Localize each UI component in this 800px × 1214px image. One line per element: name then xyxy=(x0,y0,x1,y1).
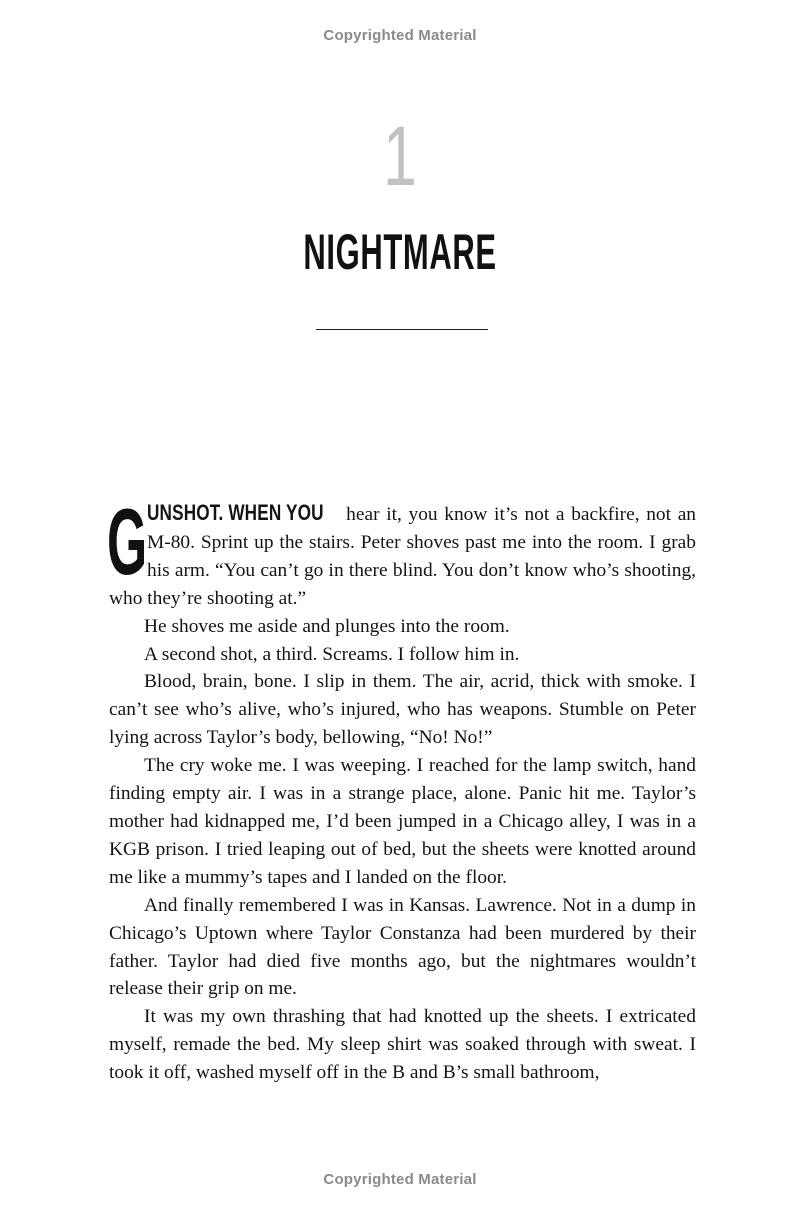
paragraph-7: It was my own thrashing that had knotted up the sheets. I extricated myself, remade the bed. My sleep shirt was soaked through with sweat. I took it off, washed myself off in the B and B’s small bathroom, xyxy=(109,1006,696,1084)
chapter-body xyxy=(107,489,696,1087)
chapter-title: NIGHTMARE xyxy=(303,224,497,280)
paragraph-5: The cry woke me. I was weeping. I reached for the lamp switch, hand finding empty air. I was in a strange place, alone. Panic hit me. Taylor’s mother had kidnapped me, I’d been jumped in a Chicago alley, I was in a KGB prison. I tried leaping out of bed, but the sheets were knotted around me like a mummy’s tapes and I landed on the floor. xyxy=(109,755,696,888)
copyright-watermark-bottom: Copyrighted Material xyxy=(323,1171,477,1188)
chapter-number: 1 xyxy=(383,109,417,203)
paragraph-1-text: hear it, you know it’s not a backfire, not an M-80. Sprint up the stairs. Peter shoves past me into the room. I grab his arm. “You can’t go in there blind. You don’t know who’s shooting, who they’re shooting at.” xyxy=(109,504,696,609)
paragraph-4: Blood, brain, bone. I slip in them. The air, acrid, thick with smoke. I can’t see who’s alive, who’s injured, who has weapons. Stumble on Peter lying across Taylor’s body, bellowing, “No! No!” xyxy=(109,671,696,749)
paragraph-3: A second shot, a third. Screams. I follow him in. xyxy=(144,643,520,665)
copyright-watermark-top: Copyrighted Material xyxy=(323,27,477,44)
drop-cap: G xyxy=(107,489,148,594)
lead-in-small-caps: UNSHOT. WHEN YOU xyxy=(147,500,324,525)
paragraph-1 xyxy=(107,489,696,613)
chapter-divider xyxy=(316,329,488,330)
paragraph-2: He shoves me aside and plunges into the room. xyxy=(144,615,510,637)
paragraph-6: And finally remembered I was in Kansas. Lawrence. Not in a dump in Chicago’s Uptown where Taylor Constanza had been murdered by their father. Taylor had died five months ago, but the nightmares wouldn’t release their grip on me. xyxy=(109,894,696,1000)
